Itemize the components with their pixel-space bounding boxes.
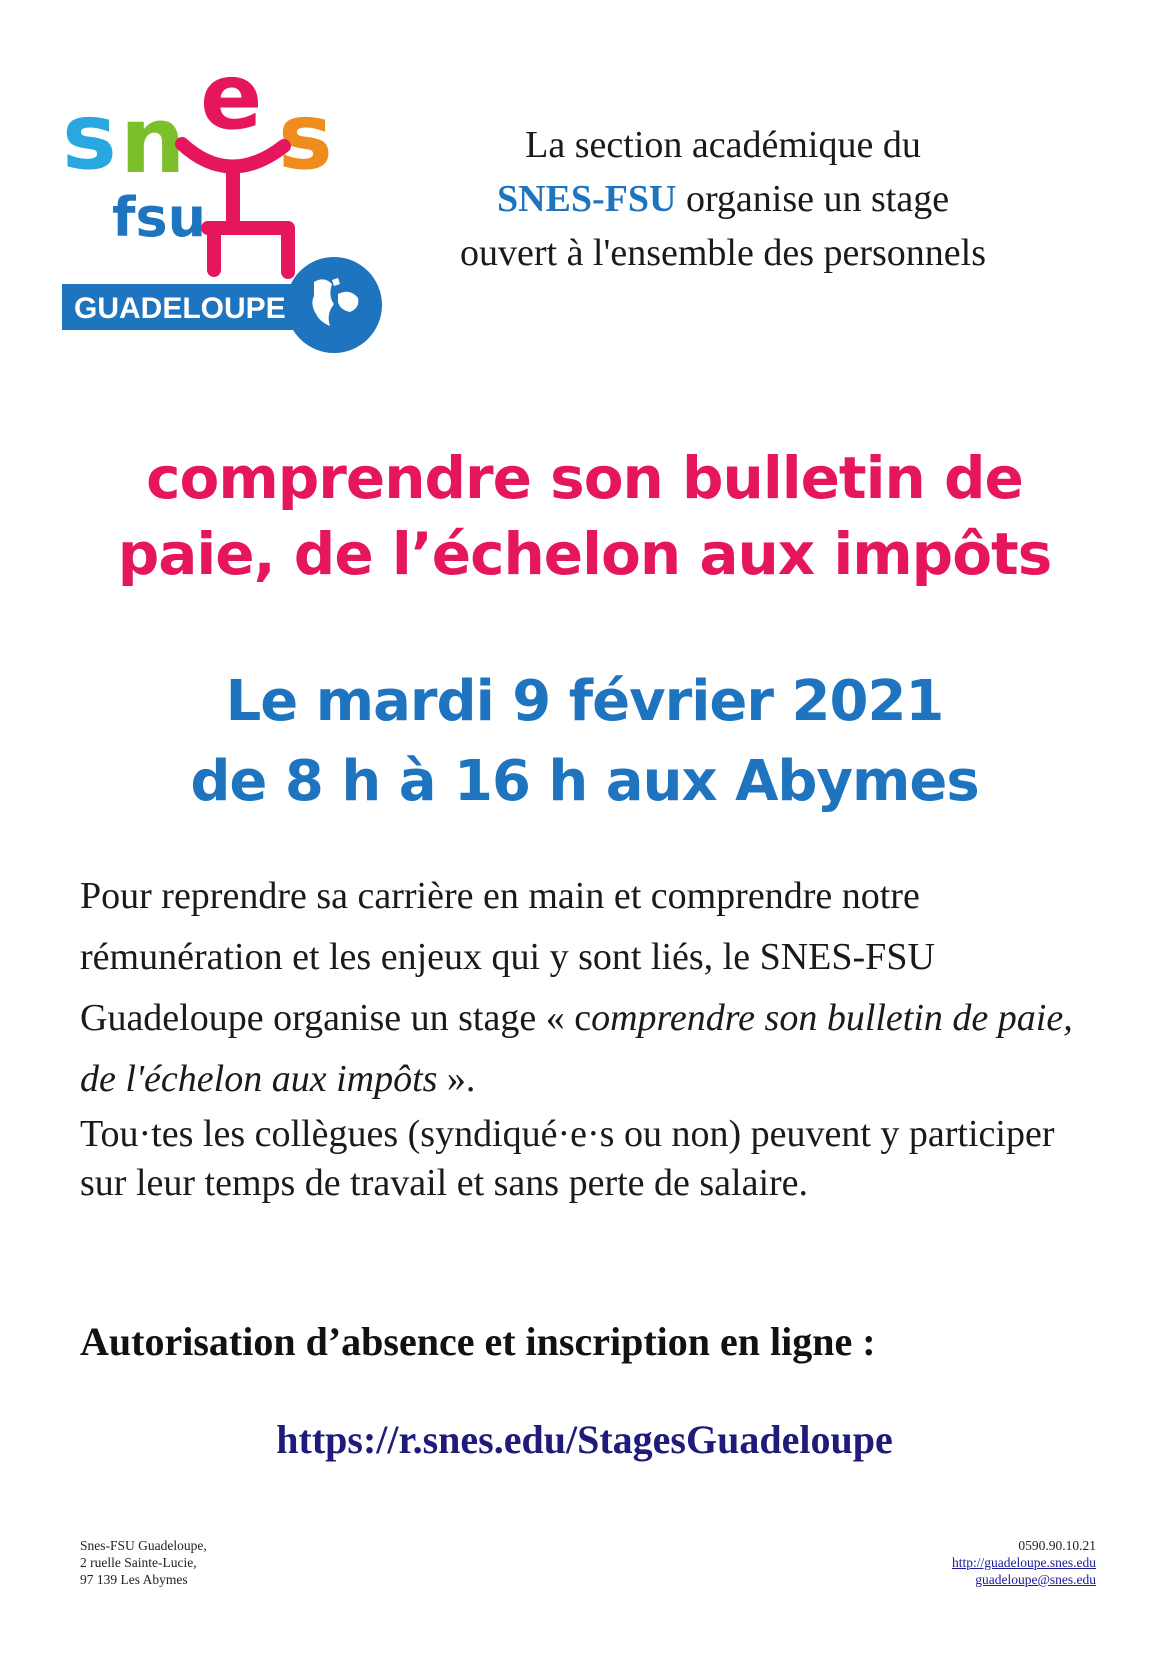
footer-address-line-3: 97 139 Les Abymes <box>80 1572 188 1587</box>
description-italic-title: omprendre son bulletin de paie, de l'échelon aux impôts <box>80 997 1073 1100</box>
logo-letter-s1: s <box>62 83 117 190</box>
intro-text <box>418 118 1028 280</box>
logo-letter-s2: s <box>278 83 333 190</box>
footer-address-line-2: 2 ruelle Sainte-Lucie, <box>80 1555 197 1570</box>
logo-globe-icon <box>286 257 382 353</box>
logo-fsu: fsu <box>112 186 207 249</box>
description-lead: Pour reprendre sa carrière en main et comprendre notre rémunération et les enjeux qui y sont liés, le SNES-FSU Guadeloupe organise un stage « c <box>80 875 935 1039</box>
footer-contact <box>952 1537 1096 1588</box>
event-description <box>80 866 1090 1208</box>
logo-letter-n: n <box>120 87 186 194</box>
event-title-line-2: paie, de l’échelon aux impôts <box>117 520 1052 588</box>
footer-email-link[interactable]: guadeloupe@snes.edu <box>975 1572 1096 1587</box>
event-date <box>40 662 1129 822</box>
registration-link[interactable]: https://r.snes.edu/StagesGuadeloupe <box>276 1417 893 1462</box>
logo-letter-e: e <box>200 56 263 150</box>
event-title-line-1: comprendre son bulletin de <box>146 444 1023 512</box>
footer-address <box>80 1537 207 1588</box>
intro-line-2-rest: organise un stage <box>685 178 950 220</box>
registration-label: Autorisation d’absence et inscription en ligne : <box>80 1319 876 1364</box>
description-paragraph-1 <box>80 866 1090 1110</box>
logo-region: GUADELOUPE <box>74 292 286 325</box>
description-tail: ». <box>437 1058 476 1100</box>
event-title <box>40 440 1129 592</box>
event-date-line-1: Le mardi 9 février 2021 <box>225 669 944 734</box>
footer-phone: 0590.90.10.21 <box>1018 1538 1096 1553</box>
intro-line-2 <box>418 172 1028 226</box>
snes-fsu-guadeloupe-logo <box>62 56 392 356</box>
intro-line-3: ouvert à l'ensemble des personnels <box>459 232 987 274</box>
intro-brand: SNES-FSU <box>496 178 677 220</box>
intro-line-1: La section académique du <box>525 124 921 166</box>
footer-address-line-1: Snes-FSU Guadeloupe, <box>80 1538 207 1553</box>
description-paragraph-2: Tou·tes les collègues (syndiqué·e·s ou non) peuvent y participer sur leur temps de travail et sans perte de salaire. <box>80 1113 1055 1204</box>
event-date-line-2: de 8 h à 16 h aux Abymes <box>190 749 979 814</box>
footer-website-link[interactable]: http://guadeloupe.snes.edu <box>952 1555 1096 1570</box>
